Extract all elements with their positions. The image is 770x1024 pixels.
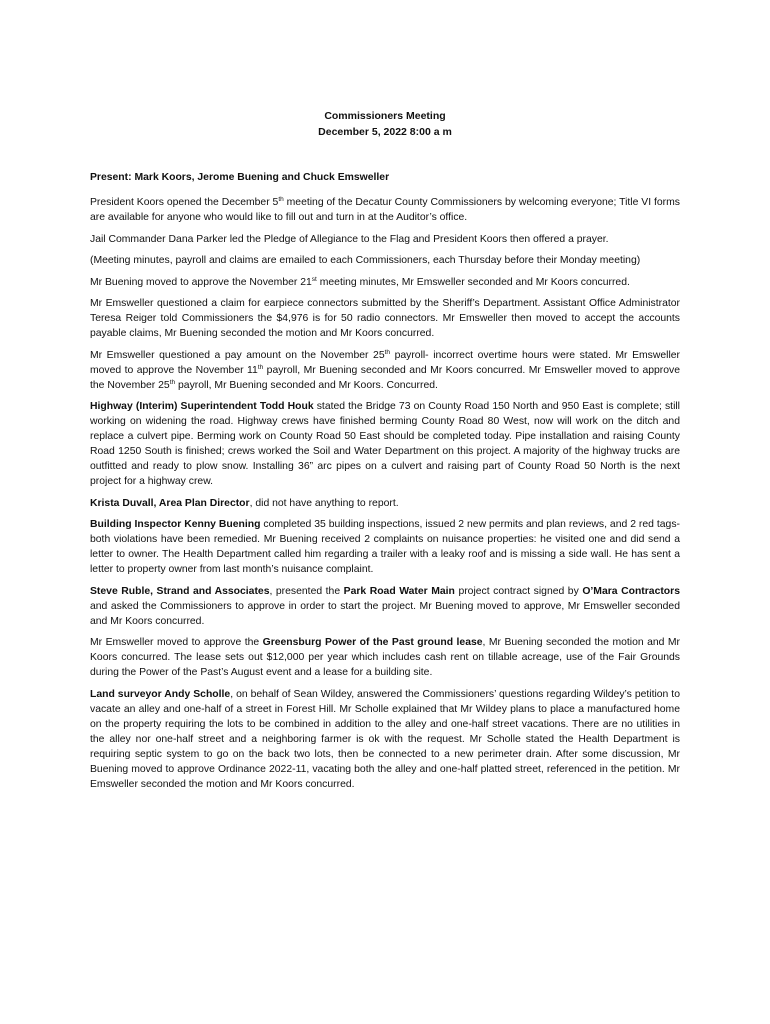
text-segment: payroll, Mr Buening seconded and Mr Koors. Concurred. xyxy=(175,379,438,391)
text-segment: , did not have anything to report. xyxy=(249,497,399,509)
text-segment: Mr Buening moved to approve the November 21 xyxy=(90,276,312,288)
paragraph-minutes-note: (Meeting minutes, payroll and claims are emailed to each Commissioners, each Thursday before their Monday meeting) xyxy=(90,255,641,266)
text-segment: Mr Emsweller questioned a pay amount on the November 25 xyxy=(90,349,385,361)
paragraph-minutes-approval xyxy=(90,275,680,290)
text-segment: completed 35 building inspections, issued 2 new permits and plan reviews, and 2 red tags-both violations have been remedied. Mr Buening received 2 complaints on nuisance properties: he visited one and did send a letter to owner. The Health Department called him regarding a trailer with a leaky roof and is missing a side wall. He has sent a letter to property owner from last month’s nuisance complaint. xyxy=(90,519,680,575)
text-segment: and asked the Commissioners to approve in order to start the project. Mr Buening moved to approve, Mr Emsweller seconded and Mr Koors concurred. xyxy=(90,600,680,627)
speaker-name: Building Inspector Kenny Buening xyxy=(90,519,261,530)
text-segment: meeting minutes, Mr Emsweller seconded and Mr Koors concurred. xyxy=(316,276,630,288)
text-segment: , presented the xyxy=(269,585,344,597)
text-segment: project contract signed by xyxy=(454,585,583,597)
text-segment: , Mr Buening seconded the motion and Mr Koors concurred. The lease sets out $12,000 per year which includes cash rent on tillable acreage, use of the Fair Grounds during the Power of the Past’s August event and a lease for a building site. xyxy=(90,637,680,678)
paragraph-claims: Mr Emsweller questioned a claim for earpiece connectors submitted by the Sheriff’s Department. Assistant Office Administrator Teresa Reiger told Commissioners the $4,976 is for 50 radio connectors. Mr Emsweller then moved to accept the accounts payable claims, Mr Buening seconded the motion and Mr Koors concurred. xyxy=(90,298,680,339)
document-body xyxy=(90,170,680,798)
lease-name: Greensburg Power of the Past ground lease xyxy=(262,637,483,648)
speaker-name: Highway (Interim) Superintendent Todd Houk xyxy=(90,401,314,412)
text-segment: Mr Emsweller moved to approve the xyxy=(90,637,263,648)
text-segment: payroll, Mr Buening seconded and Mr Koors concurred. Mr Emsweller moved to approve the November 25 xyxy=(90,364,680,391)
paragraph-highway xyxy=(90,399,680,489)
ordinal-suffix: th xyxy=(278,196,284,203)
text-segment: , on behalf of Sean Wildey, answered the Commissioners’ questions regarding Wildey’s petition to vacate an alley and one-half of a street in Forest Hill. Mr Scholle explained that Mr Wildey plans to place a manufactured home on the property requiring the lots to be combined in addition to the alley and one-half street vacations. There are no utilities in the alley nor one-half street and a neighboring farmer is ok with the request. Mr Scholle stated the Health Department is requiring septic system to go on the back two lots, then be connected to a new perimeter drain. After some discussion, Mr Buening moved to approve Ordinance 2022-11, vacating both the alley and one-half platted street, referenced in the petition. Mr Emsweller seconded the motion and Mr Koors concurred. xyxy=(90,688,680,790)
paragraph-water-main xyxy=(90,584,680,629)
attendance-line: Present: Mark Koors, Jerome Buening and Chuck Emsweller xyxy=(90,172,390,183)
meeting-date: December 5, 2022 8:00 a m xyxy=(318,126,452,138)
document-title: Commissioners Meeting xyxy=(324,110,446,122)
paragraph-lease xyxy=(90,635,680,680)
project-name: Park Road Water Main xyxy=(343,585,455,597)
paragraph-surveyor xyxy=(90,687,680,792)
paragraph-area-plan xyxy=(90,496,680,511)
paragraph-opening xyxy=(90,195,680,225)
text-segment: stated the Bridge 73 on County Road 150 North and 950 East is complete; still working on widening the road. Highway crews have finished berming County Road 80 West, now will work on the ditch and replace a culvert pipe. Berming work on County Road 50 East should be completed today. Pipe installation and raising County Road 1250 South is finished; crews worked the Soil and Water Department on this project. A majority of the highway trucks are outfitted and ready to plow snow. Installing 36” arc pipes on a culvert and raising part of County Road 50 North is the next project for a highway crew. xyxy=(90,401,680,487)
paragraph-building xyxy=(90,517,680,577)
paragraph-pledge: Jail Commander Dana Parker led the Pledge of Allegiance to the Flag and President Koors then offered a prayer. xyxy=(90,233,609,245)
ordinal-suffix: th xyxy=(384,348,391,356)
contractor-name: O’Mara Contractors xyxy=(582,585,680,597)
speaker-name: Steve Ruble, Strand and Associates xyxy=(90,585,270,597)
ordinal-suffix: th xyxy=(169,378,176,386)
paragraph-payroll xyxy=(90,348,680,393)
text-segment: President Koors opened the December 5 xyxy=(90,197,279,208)
speaker-name: Krista Duvall, Area Plan Director xyxy=(90,497,250,509)
ordinal-suffix: st xyxy=(311,275,317,283)
speaker-name: Land surveyor Andy Scholle xyxy=(90,688,231,700)
ordinal-suffix: th xyxy=(257,363,264,371)
text-segment: payroll- incorrect overtime hours were stated. Mr Emsweller moved to approve the November 11 xyxy=(90,349,680,376)
text-segment: meeting of the Decatur County Commissioners by welcoming everyone; Title VI forms are available for anyone who would like to fill out and turn in at the Auditor’s office. xyxy=(90,197,680,223)
